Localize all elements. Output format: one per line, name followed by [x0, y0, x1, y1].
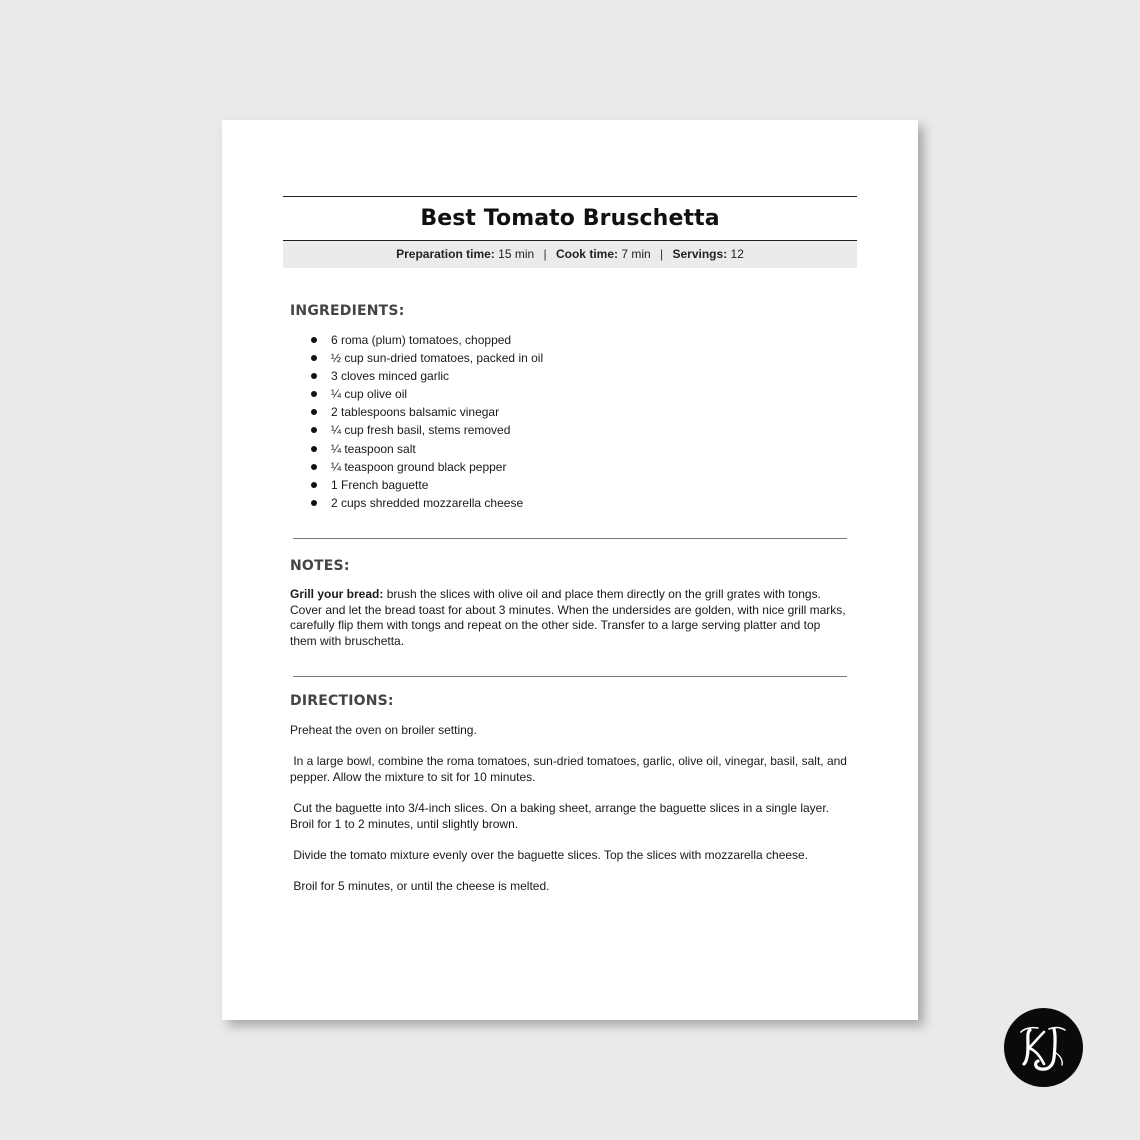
meta-separator: | [543, 247, 547, 261]
ingredient-item [290, 331, 850, 349]
section-divider [293, 538, 847, 539]
ingredient-text: 6 roma (plum) tomatoes, chopped [331, 333, 512, 347]
bullet-icon [311, 373, 317, 379]
ingredient-item [290, 367, 850, 385]
ingredient-text: ¼ teaspoon ground black pepper [331, 459, 507, 474]
ingredient-text: 3 cloves minced garlic [331, 369, 450, 384]
ingredient-item [290, 421, 850, 439]
bullet-icon [311, 446, 317, 452]
cook-time-value: 7 min [621, 247, 651, 261]
notes-paragraph [290, 587, 850, 649]
direction-step: Divide the tomato mixture evenly over the baguette slices. Top the slices with mozzarella cheese. [290, 848, 809, 862]
bullet-icon [311, 391, 317, 397]
ingredient-item [290, 494, 850, 512]
ingredient-item [290, 476, 850, 494]
directions-heading: DIRECTIONS: [290, 693, 394, 709]
recipe-meta-bar [283, 241, 857, 268]
bullet-icon [311, 500, 317, 506]
bullet-icon [311, 482, 317, 488]
section-divider [293, 676, 847, 677]
bullet-icon [311, 337, 317, 343]
ingredient-text: 1 French baguette [331, 477, 429, 492]
direction-step: Preheat the oven on broiler setting. [290, 723, 477, 737]
ingredient-text: ½ cup sun-dried tomatoes, packed in oil [331, 351, 544, 366]
bullet-icon [311, 427, 317, 433]
ingredient-item [290, 440, 850, 458]
prep-time-value: 15 min [498, 247, 535, 261]
ingredient-item [290, 403, 850, 421]
notes-text: brush the slices with olive oil and place them directly on the grill grates with tongs. Cover and let the bread toast for about 3 minutes. When the undersides are golden, with nice grill marks, carefully flip them with tongs and repeat on the other side. Transfer to a large serving platter and top them with bruschetta. [290, 587, 846, 648]
kj-monogram-icon [1004, 1008, 1083, 1087]
notes-lead: Grill your bread: [290, 587, 384, 601]
direction-step: In a large bowl, combine the roma tomatoes, sun-dried tomatoes, garlic, olive oil, vinegar, basil, salt, and pepper. Allow the mixture to sit for 10 minutes. [290, 754, 851, 784]
bullet-icon [311, 355, 317, 361]
ingredient-item [290, 385, 850, 403]
bullet-icon [311, 409, 317, 415]
ingredient-text: ¼ cup fresh basil, stems removed [331, 423, 511, 438]
prep-time-label: Preparation time: [396, 247, 495, 261]
recipe-title: Best Tomato Bruschetta [420, 206, 720, 231]
recipe-page [222, 120, 918, 1020]
ingredient-item [290, 349, 850, 367]
ingredient-text: 2 tablespoons balsamic vinegar [331, 405, 500, 420]
servings-label: Servings: [672, 247, 728, 261]
ingredients-heading: INGREDIENTS: [290, 303, 405, 319]
title-block [283, 196, 857, 268]
ingredients-list [290, 331, 850, 512]
servings-value: 12 [730, 247, 744, 261]
brand-logo [1004, 1008, 1083, 1087]
notes-heading: NOTES: [290, 558, 350, 574]
direction-step: Broil for 5 minutes, or until the cheese is melted. [290, 879, 550, 893]
bullet-icon [311, 464, 317, 470]
meta-separator: | [660, 247, 664, 261]
direction-step: Cut the baguette into 3/4-inch slices. On a baking sheet, arrange the baguette slices in a single layer. Broil for 1 to 2 minutes, until slightly brown. [290, 801, 833, 831]
ingredient-text: 2 cups shredded mozzarella cheese [331, 495, 524, 510]
ingredient-text: ¼ teaspoon salt [331, 441, 416, 456]
cook-time-label: Cook time: [555, 247, 618, 261]
ingredient-item [290, 458, 850, 476]
ingredient-text: ¼ cup olive oil [331, 387, 408, 402]
